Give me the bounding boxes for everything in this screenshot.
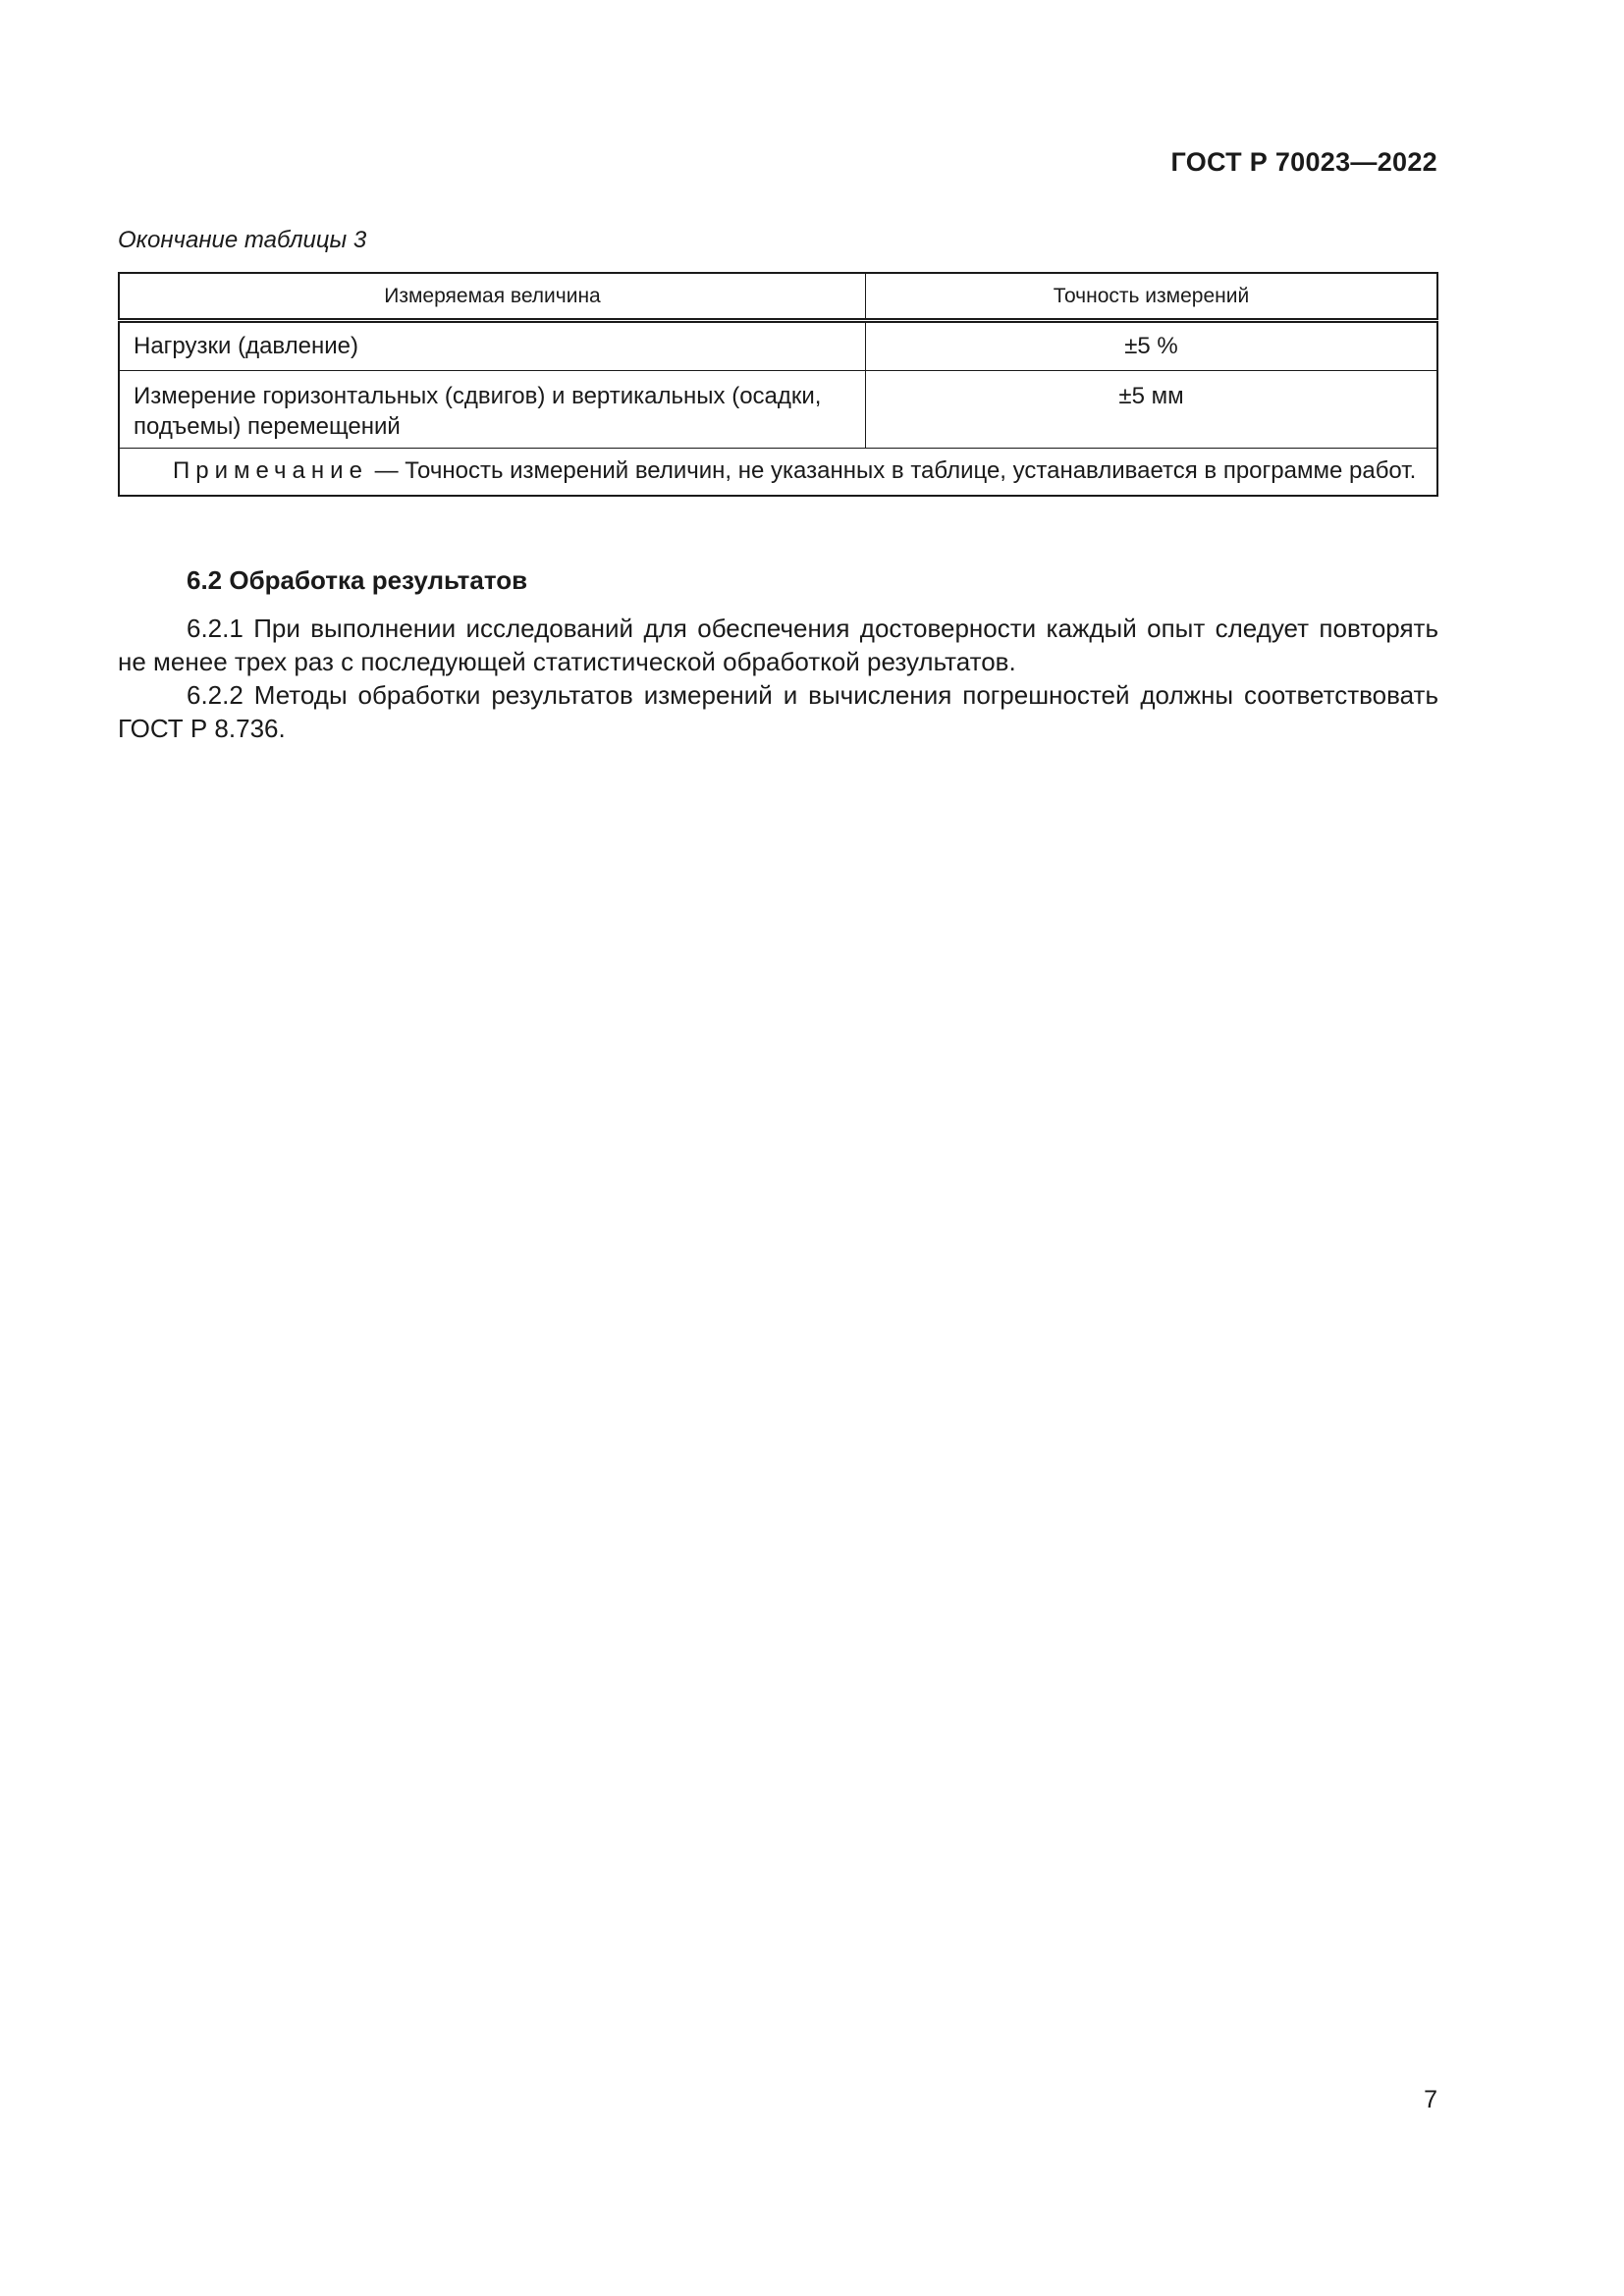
note-text: — Точность измерений величин, не указанных в таблице, устанавливается в программе работ. <box>367 457 1417 484</box>
paragraph: 6.2.2 Методы обработки результатов измерений и вычисления погрешностей должны соответствовать ГОСТ Р 8.736. <box>118 680 1438 743</box>
accuracy-text: ±5 % <box>1124 333 1178 359</box>
accuracy-table-container <box>118 272 1438 497</box>
document-id: ГОСТ Р 70023—2022 <box>1170 147 1437 177</box>
table-note-cell <box>119 449 1437 497</box>
section-title: 6.2 Обработка результатов <box>187 565 528 595</box>
paragraph: 6.2.1 При выполнении исследований для обеспечения достоверности каждый опыт следует повторять не менее трех раз с последующей статистической обработкой результатов. <box>118 614 1438 676</box>
table-note <box>120 449 1436 495</box>
column-header-quantity: Измеряемая величина <box>119 273 866 321</box>
quantity-text: Измерение горизонтальных (сдвигов) и вертикальных (осадки, подъемы) перемещений <box>134 383 822 440</box>
table-cell-quantity <box>119 371 866 449</box>
table-cell-accuracy <box>866 371 1438 449</box>
table-header-row <box>119 273 1437 321</box>
accuracy-text: ±5 мм <box>1118 383 1184 409</box>
table-row <box>119 371 1437 449</box>
table-cell-quantity <box>119 321 866 371</box>
page-number: 7 <box>1424 2086 1437 2113</box>
table-caption: Окончание таблицы 3 <box>118 227 367 253</box>
table-cell-accuracy <box>866 321 1438 371</box>
section-body <box>118 612 1438 745</box>
table-row <box>119 321 1437 371</box>
table-note-row <box>119 449 1437 497</box>
column-header-accuracy: Точность измерений <box>866 273 1438 321</box>
quantity-text: Нагрузки (давление) <box>134 333 358 359</box>
accuracy-table <box>118 272 1438 497</box>
note-label: Примечание <box>173 457 368 484</box>
